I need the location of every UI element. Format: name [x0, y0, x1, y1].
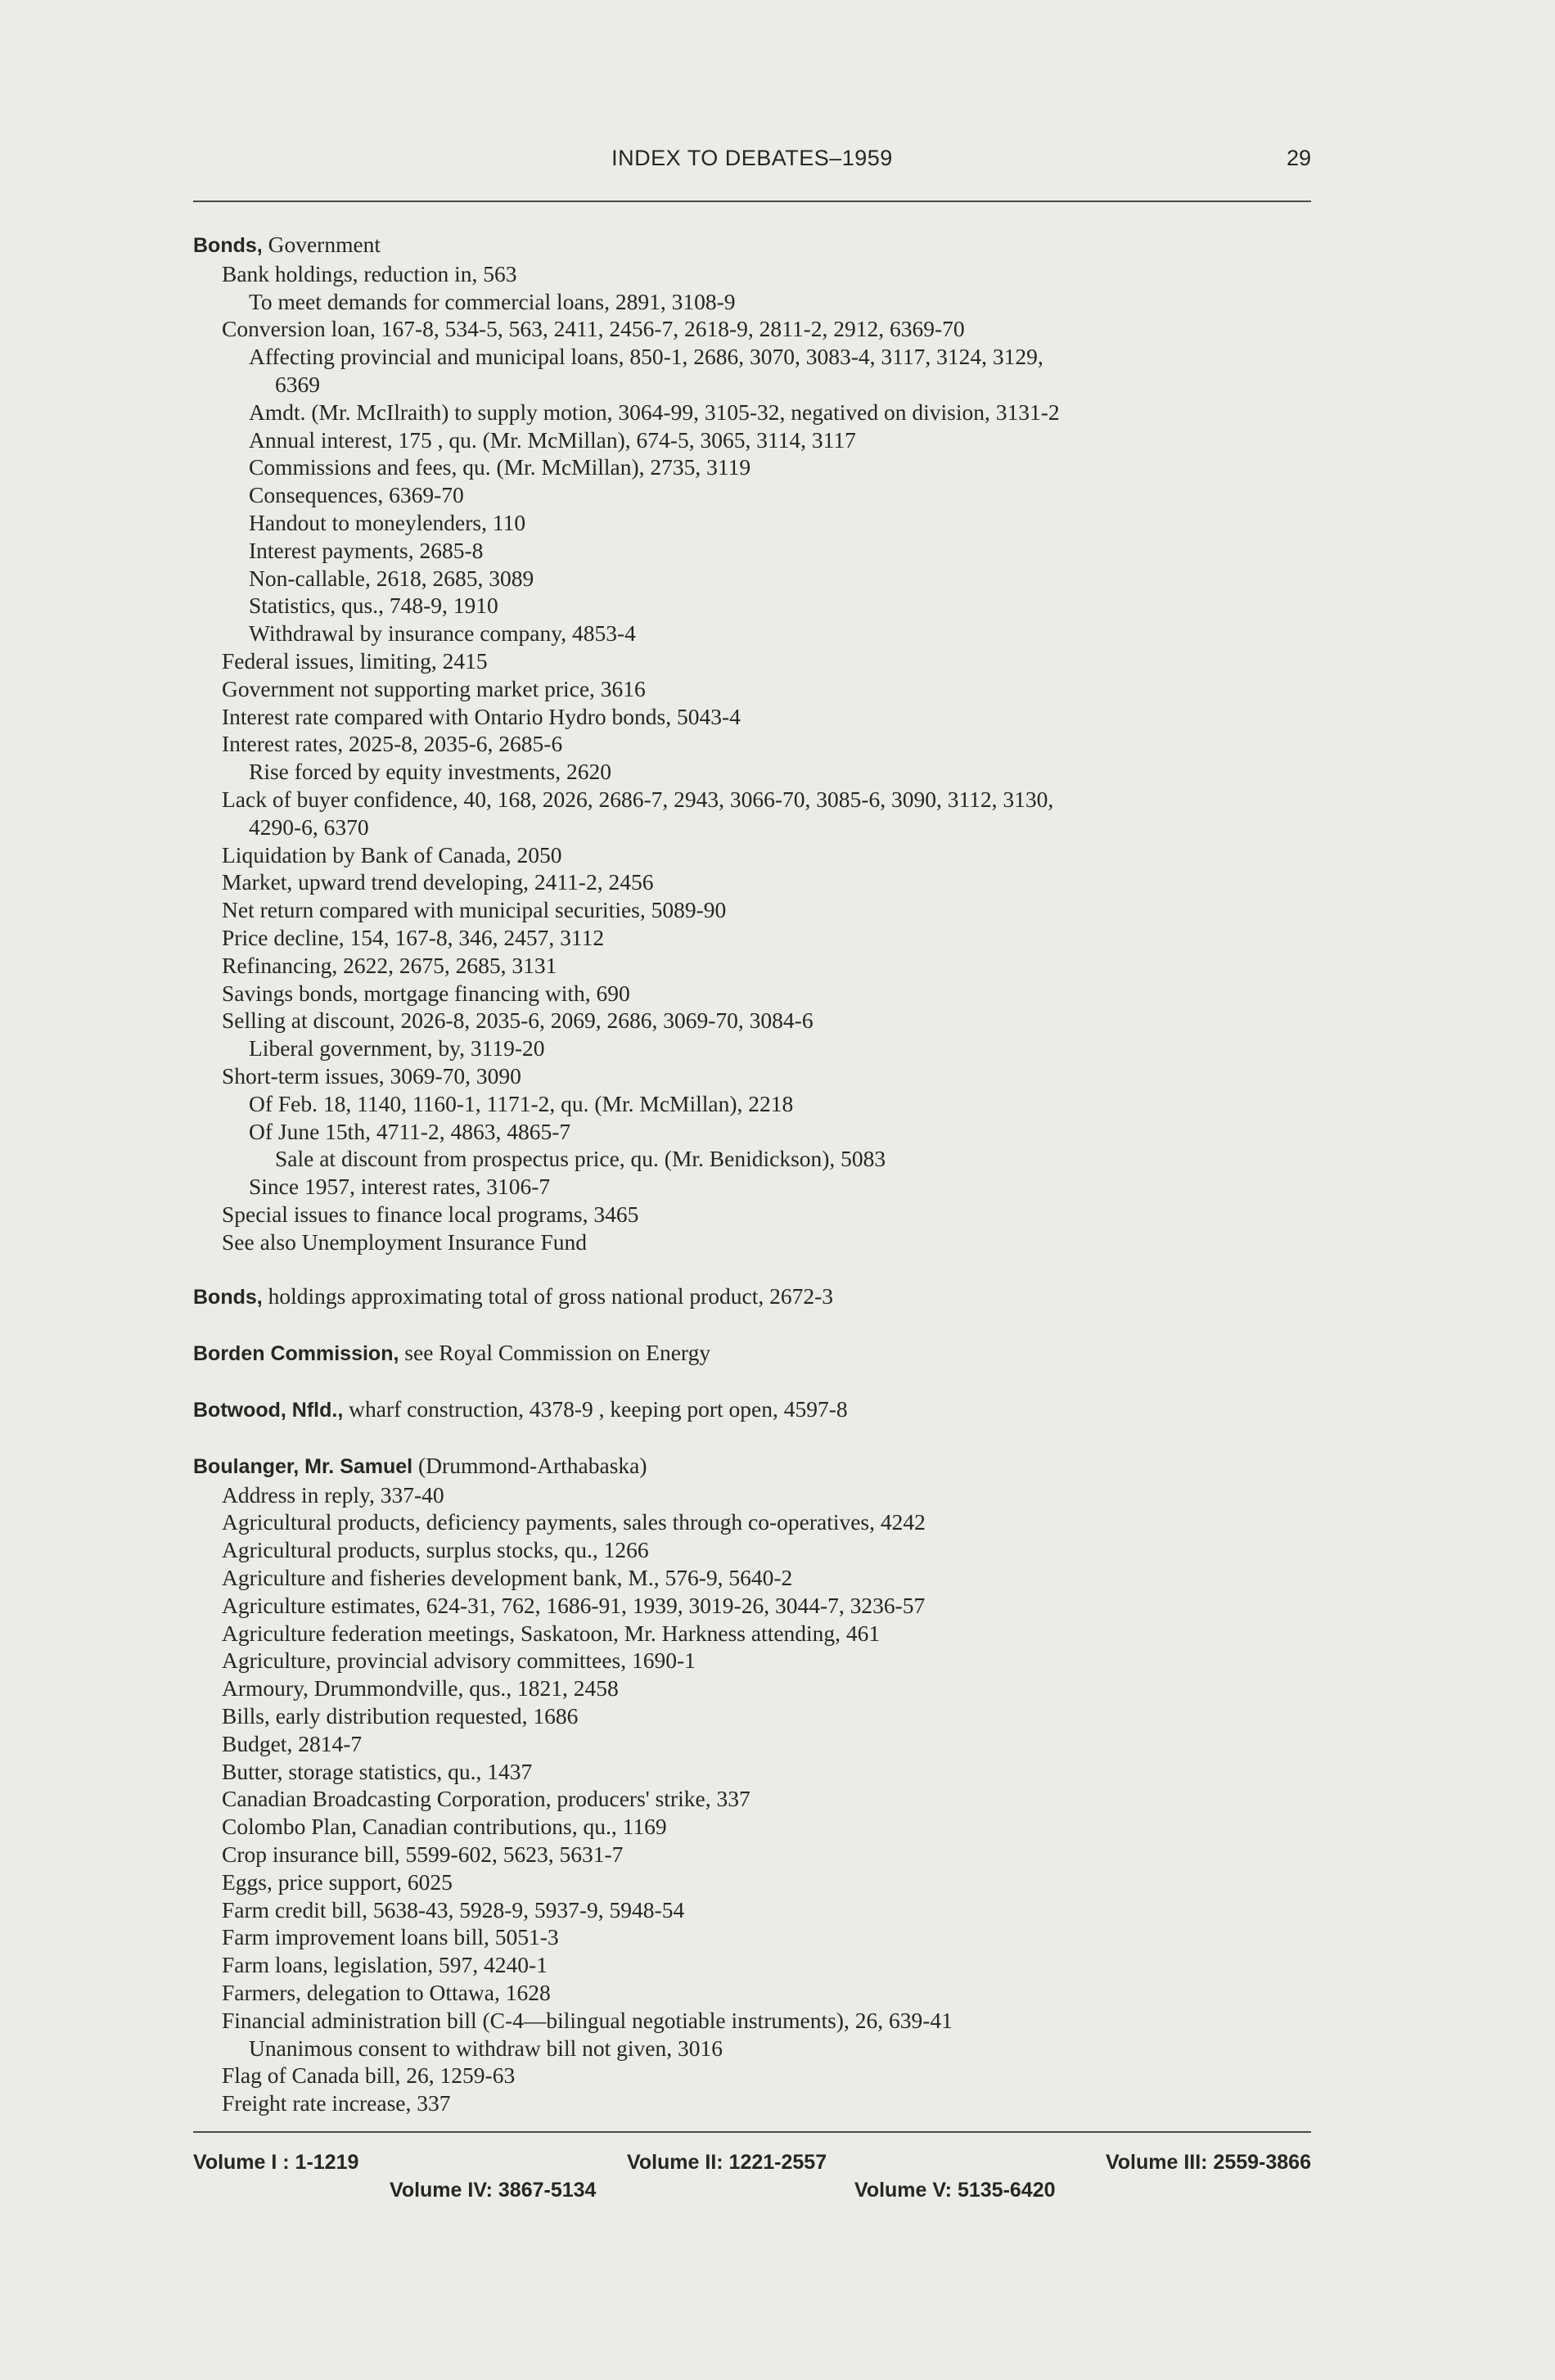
page-header: [193, 146, 1311, 187]
entry-text: To meet demands for commercial loans, 2891, 3108-9: [249, 288, 736, 314]
entry-heading: Borden Commission,: [193, 1342, 399, 1366]
index-subentry: [193, 814, 1323, 841]
volume-range-3: Volume III: 2559-3866: [1105, 2151, 1311, 2174]
entry-gap: [193, 1425, 1323, 1452]
entry-heading: Botwood, Nfld.,: [193, 1399, 344, 1422]
index-subentry: [193, 1620, 1323, 1648]
entry-gap: [193, 1255, 1323, 1282]
index-subentry: [193, 1145, 1323, 1173]
index-subentry: [193, 1868, 1323, 1896]
entry-text: Farm credit bill, 5638-43, 5928-9, 5937-9, 5948-54: [222, 1896, 685, 1922]
entry-text: Agriculture federation meetings, Saskatoon, Mr. Harkness attending, 461: [222, 1620, 881, 1646]
index-subentry: [193, 371, 1323, 399]
entry-text: 4290-6, 6370: [249, 814, 369, 840]
index-subentry: [193, 647, 1323, 675]
index-subentry: [193, 1979, 1323, 2007]
index-heading-entry: [193, 231, 1323, 260]
index-subentry: [193, 1675, 1323, 1702]
entry-gap: [193, 1368, 1323, 1395]
index-entries: [193, 231, 1323, 2117]
entry-text: Colombo Plan, Canadian contributions, qu., 1169: [222, 1814, 667, 1840]
entry-text: Of Feb. 18, 1140, 1160-1, 1171-2, qu. (Mr. McMillan), 2218: [249, 1090, 794, 1116]
entry-text: Federal issues, limiting, 2415: [222, 647, 488, 674]
entry-text: Statistics, qus., 748-9, 1910: [249, 593, 498, 619]
entry-text: Net return compared with municipal securities, 5089-90: [222, 897, 727, 923]
index-subentry: [193, 730, 1323, 758]
entry-text: wharf construction, 4378-9 , keeping port open, 4597-8: [343, 1396, 848, 1422]
index-subentry: [193, 453, 1323, 481]
index-subentry: [193, 260, 1323, 288]
index-subentry: [193, 675, 1323, 703]
index-subentry: [193, 288, 1323, 316]
entry-text: Interest rate compared with Ontario Hydro bonds, 5043-4: [222, 703, 741, 729]
entry-text: Eggs, price support, 6025: [222, 1868, 453, 1895]
entry-text: Crop insurance bill, 5599-602, 5623, 5631-7: [222, 1841, 624, 1868]
entry-text: Unanimous consent to withdraw bill not given, 3016: [249, 2035, 723, 2061]
entry-text: Short-term issues, 3069-70, 3090: [222, 1062, 521, 1089]
index-subentry: [193, 786, 1323, 814]
index-subentry: [193, 1536, 1323, 1564]
entry-text: Armoury, Drummondville, qus., 1821, 2458: [222, 1675, 619, 1702]
entry-text: Liberal government, by, 3119-20: [249, 1035, 545, 1062]
entry-text: Commissions and fees, qu. (Mr. McMillan), 2735, 3119: [249, 454, 751, 480]
index-subentry: [193, 1173, 1323, 1201]
index-subentry: [193, 1841, 1323, 1868]
index-heading-entry: [193, 1452, 1323, 1481]
index-subentry: [193, 620, 1323, 647]
index-subentry: [193, 841, 1323, 869]
index-subentry: [193, 1228, 1323, 1256]
entry-text: Savings bonds, mortgage financing with, 690: [222, 980, 630, 1006]
index-subentry: [193, 1813, 1323, 1841]
page-title: INDEX TO DEBATES–1959: [611, 146, 893, 170]
volume-range-5: Volume V: 5135-6420: [854, 2179, 1056, 2202]
index-subentry: [193, 1647, 1323, 1675]
index-subentry: [193, 1508, 1323, 1536]
index-subentry: [193, 426, 1323, 454]
index-subentry: [193, 1758, 1323, 1786]
volume-range-2: Volume II: 1221-2557: [627, 2151, 827, 2174]
entry-heading: Bonds,: [193, 234, 263, 257]
index-subentry: [193, 1090, 1323, 1118]
entry-heading: Bonds,: [193, 1286, 263, 1309]
index-subentry: [193, 980, 1323, 1007]
index-subentry: [193, 1951, 1323, 1979]
entry-text: Financial administration bill (C-4—bilingual negotiable instruments), 26, 639-41: [222, 2007, 953, 2033]
entry-text: Agriculture and fisheries development bank, M., 576-9, 5640-2: [222, 1565, 793, 1591]
entry-text: see Royal Commission on Energy: [399, 1340, 711, 1366]
entry-text: Amdt. (Mr. McIlraith) to supply motion, 3064-99, 3105-32, negatived on division, 3131-2: [249, 399, 1060, 425]
index-subentry: [193, 565, 1323, 593]
entry-text: 6369: [275, 371, 320, 397]
entry-text: Farm loans, legislation, 597, 4240-1: [222, 1952, 548, 1978]
index-subentry: [193, 315, 1323, 343]
entry-text: Rise forced by equity investments, 2620: [249, 759, 611, 785]
entry-text: Agricultural products, surplus stocks, qu., 1266: [222, 1537, 649, 1563]
index-subentry: [193, 703, 1323, 731]
entry-text: holdings approximating total of gross national product, 2672-3: [262, 1283, 834, 1309]
index-subentry: [193, 2089, 1323, 2117]
index-subentry: [193, 2035, 1323, 2062]
entry-text: Sale at discount from prospectus price, qu. (Mr. Benidickson), 5083: [275, 1146, 886, 1172]
index-subentry: [193, 758, 1323, 786]
entry-text: Lack of buyer confidence, 40, 168, 2026, 2686-7, 2943, 3066-70, 3085-6, 3090, 3112, 3130,: [222, 786, 1054, 812]
entry-text: Market, upward trend developing, 2411-2, 2456: [222, 869, 654, 895]
entry-text: (Drummond-Arthabaska): [412, 1452, 647, 1478]
index-subentry: [193, 1923, 1323, 1951]
page-number: 29: [1286, 146, 1311, 170]
volume-footer: [193, 2151, 1311, 2216]
index-subentry: [193, 1730, 1323, 1758]
entry-text: Consequences, 6369-70: [249, 482, 464, 508]
entry-text: Price decline, 154, 167-8, 346, 2457, 3112: [222, 924, 605, 950]
index-subentry: [193, 2007, 1323, 2035]
entry-heading: Boulanger, Mr. Samuel: [193, 1454, 413, 1478]
entry-text: Liquidation by Bank of Canada, 2050: [222, 841, 562, 868]
index-subentry: [193, 952, 1323, 980]
entry-text: Freight rate increase, 337: [222, 2090, 451, 2116]
index-subentry: [193, 1564, 1323, 1592]
index-subentry: [193, 1118, 1323, 1146]
entry-text: Interest rates, 2025-8, 2035-6, 2685-6: [222, 731, 563, 757]
index-subentry: [193, 2062, 1323, 2089]
entry-text: Farmers, delegation to Ottawa, 1628: [222, 1980, 551, 2006]
index-subentry: [193, 1007, 1323, 1034]
index-subentry: [193, 509, 1323, 537]
index-subentry: [193, 1201, 1323, 1228]
index-subentry: [193, 1062, 1323, 1090]
index-subentry: [193, 924, 1323, 952]
index-subentry: [193, 343, 1323, 371]
entry-text: Since 1957, interest rates, 3106-7: [249, 1174, 551, 1200]
entry-text: Government not supporting market price, 3616: [222, 675, 646, 701]
entry-text: Special issues to finance local programs, 3465: [222, 1201, 639, 1227]
entry-text: Refinancing, 2622, 2675, 2685, 3131: [222, 952, 557, 978]
entry-text: Agricultural products, deficiency payments, sales through co-operatives, 4242: [222, 1509, 926, 1535]
entry-text: Handout to moneylenders, 110: [249, 509, 526, 535]
entry-text: Budget, 2814-7: [222, 1730, 363, 1756]
volume-range-1: Volume I : 1-1219: [193, 2151, 359, 2174]
entry-text: Butter, storage statistics, qu., 1437: [222, 1758, 533, 1784]
entry-text: Withdrawal by insurance company, 4853-4: [249, 620, 636, 647]
index-heading-entry: [193, 1395, 1323, 1425]
index-subentry: [193, 1481, 1323, 1509]
index-subentry: [193, 868, 1323, 896]
entry-gap: [193, 1312, 1323, 1339]
index-subentry: [193, 537, 1323, 565]
index-subentry: [193, 592, 1323, 620]
entry-text: Affecting provincial and municipal loans, 850-1, 2686, 3070, 3083-4, 3117, 3124, 3129,: [249, 344, 1043, 370]
index-subentry: [193, 1592, 1323, 1620]
header-rule: [193, 201, 1311, 202]
entry-text: Agriculture estimates, 624-31, 762, 1686-91, 1939, 3019-26, 3044-7, 3236-57: [222, 1592, 926, 1618]
index-heading-entry: [193, 1282, 1323, 1312]
entry-text: Address in reply, 337-40: [222, 1481, 444, 1508]
entry-text: Selling at discount, 2026-8, 2035-6, 2069, 2686, 3069-70, 3084-6: [222, 1007, 814, 1034]
entry-text: Bills, early distribution requested, 1686: [222, 1703, 579, 1729]
index-subentry: [193, 399, 1323, 426]
entry-text: Government: [262, 232, 381, 257]
entry-text: See also Unemployment Insurance Fund: [222, 1228, 588, 1255]
footer-rule: [193, 2131, 1311, 2133]
index-heading-entry: [193, 1339, 1323, 1368]
index-subentry: [193, 1785, 1323, 1813]
index-subentry: [193, 1702, 1323, 1730]
entry-text: Non-callable, 2618, 2685, 3089: [249, 565, 534, 591]
entry-text: Interest payments, 2685-8: [249, 537, 484, 563]
entry-text: Bank holdings, reduction in, 563: [222, 260, 517, 286]
index-subentry: [193, 896, 1323, 924]
entry-text: Conversion loan, 167-8, 534-5, 563, 2411, 2456-7, 2618-9, 2811-2, 2912, 6369-70: [222, 316, 965, 342]
index-subentry: [193, 1034, 1323, 1062]
entry-text: Farm improvement loans bill, 5051-3: [222, 1924, 559, 1950]
entry-text: Flag of Canada bill, 26, 1259-63: [222, 2062, 516, 2089]
entry-text: Of June 15th, 4711-2, 4863, 4865-7: [249, 1118, 571, 1144]
volume-range-4: Volume IV: 3867-5134: [390, 2179, 597, 2202]
index-subentry: [193, 481, 1323, 509]
entry-text: Agriculture, provincial advisory committees, 1690-1: [222, 1648, 696, 1674]
entry-text: Canadian Broadcasting Corporation, producers' strike, 337: [222, 1786, 750, 1812]
index-subentry: [193, 1896, 1323, 1924]
entry-text: Annual interest, 175 , qu. (Mr. McMillan), 674-5, 3065, 3114, 3117: [249, 426, 856, 453]
